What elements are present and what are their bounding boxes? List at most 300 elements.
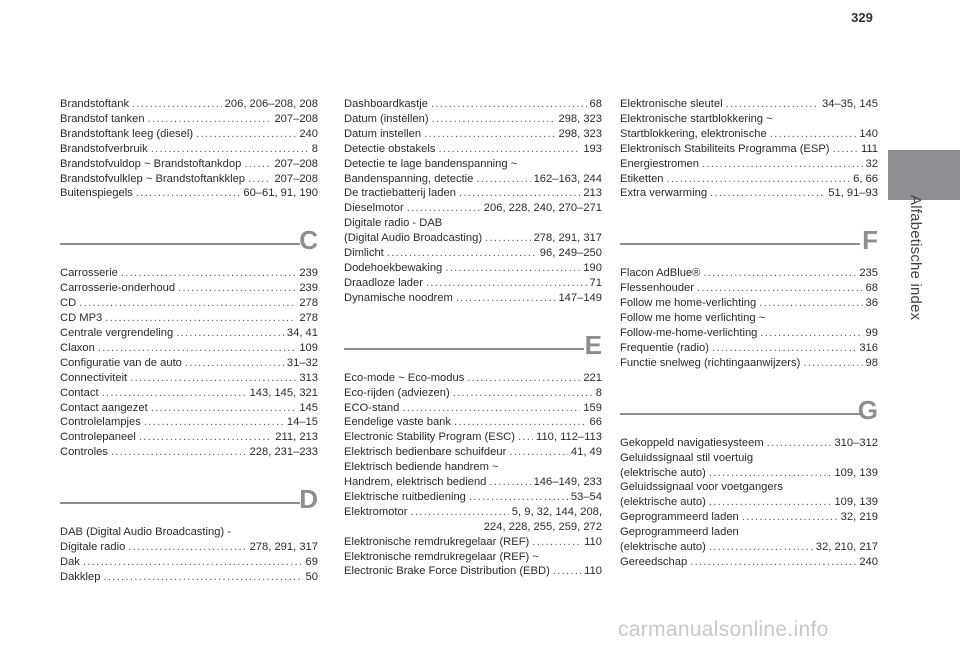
section-heading-e [344, 328, 602, 362]
entry-term: Detectie obstakels [344, 142, 436, 155]
index-entry [60, 386, 318, 401]
dot-leader [690, 555, 856, 570]
section-rule [620, 413, 860, 415]
section-rule [344, 348, 584, 350]
index-entry [620, 186, 878, 201]
index-entry [344, 172, 602, 187]
page-refs: 206, 228, 240, 270–271 [483, 202, 602, 215]
dot-leader [79, 296, 296, 311]
index-entry-list [344, 172, 602, 217]
index-entry [344, 231, 602, 246]
index-entry-list [60, 540, 318, 585]
index-entry-list [620, 97, 878, 112]
entry-term: CD [60, 297, 77, 310]
index-entry-list [620, 540, 878, 570]
page-refs: 110 [584, 565, 602, 578]
index-entry-line: Elektronische remdrukregelaar (REF) ~ [344, 550, 539, 563]
index-entry [344, 291, 602, 306]
dot-leader [176, 326, 284, 341]
dot-leader [742, 510, 838, 525]
page-refs: 66 [589, 416, 602, 429]
dot-leader [702, 157, 863, 172]
dot-leader [709, 466, 832, 481]
page-refs: 36 [865, 297, 878, 310]
index-entry [620, 127, 878, 142]
page-refs: 68 [589, 98, 602, 110]
entry-term: Follow-me-home-verlichting [620, 326, 758, 339]
index-entry [60, 445, 318, 460]
dot-leader [709, 540, 813, 555]
entry-term: CD MP3 [60, 312, 103, 325]
index-entry [60, 430, 318, 445]
index-entry [344, 430, 602, 445]
page-refs: 206, 206–208, 208 [224, 98, 318, 110]
page-refs: 8 [311, 142, 318, 155]
page-refs: 5, 9, 32, 144, 208, [511, 505, 602, 518]
page-refs: 8 [595, 386, 602, 399]
index-entry [344, 261, 602, 276]
index-entry [60, 157, 318, 172]
dot-leader [553, 564, 581, 579]
dot-leader [185, 356, 284, 371]
entry-term: ECO-stand [344, 401, 400, 414]
page-refs: 50 [305, 570, 318, 583]
entry-term: Digitale radio [60, 541, 126, 554]
dot-leader [424, 127, 555, 142]
page-refs: 193 [583, 142, 602, 155]
dot-leader [476, 172, 530, 187]
index-entry [620, 266, 878, 281]
entry-term: Etiketten [620, 172, 664, 185]
entry-term: Brandstoftank [60, 98, 130, 110]
section-tab-label: Alfabetische index [907, 195, 924, 321]
index-entry [344, 127, 602, 142]
entry-term: Handrem, elektrisch bediend [344, 476, 487, 489]
index-entry [344, 445, 602, 460]
page-refs: 60–61, 91, 190 [243, 187, 318, 200]
page-refs: 313 [299, 371, 318, 384]
entry-term: De tractiebatterij laden [344, 187, 456, 200]
index-entry [620, 466, 878, 481]
entry-term: Electronic Brake Force Distribution (EBD) [344, 565, 550, 578]
entry-term: Dashboardkastje [344, 98, 428, 110]
index-entry [60, 326, 318, 341]
index-entry [620, 341, 878, 356]
page-refs: 213 [583, 187, 602, 200]
entry-term: Dakklep [60, 570, 101, 583]
entry-term: Geprogrammeerd laden [620, 511, 739, 524]
index-entry [620, 555, 878, 570]
page-refs: 32, 210, 217 [815, 541, 878, 554]
index-entry [344, 371, 602, 386]
page-refs: 6, 66 [853, 172, 878, 185]
index-column-3 [620, 97, 878, 570]
dot-leader [489, 475, 530, 490]
page-refs: 224, 228, 255, 259, 272 [483, 520, 602, 533]
entry-term: Configuratie van de auto [60, 356, 182, 369]
page-refs: 278, 291, 317 [533, 232, 602, 245]
entry-term: Connectiviteit [60, 371, 128, 384]
section-rule [620, 243, 860, 245]
entry-term: Elektronisch Stabiliteits Programma (ESP) [620, 142, 830, 155]
dot-leader [387, 246, 537, 261]
entry-term: Brandstofvulklep ~ Brandstoftankklep [60, 172, 246, 185]
page-refs: 310–312 [834, 436, 878, 449]
index-entry [60, 97, 318, 112]
dot-leader [767, 436, 832, 451]
page-refs: 145 [299, 401, 318, 414]
page-refs: 71 [589, 276, 602, 289]
entry-term: Buitenspiegels [60, 187, 133, 200]
dot-leader [485, 231, 531, 246]
index-entry-list [344, 535, 602, 550]
index-entry [60, 266, 318, 281]
index-entry [620, 281, 878, 296]
index-entry [60, 127, 318, 142]
dot-leader [402, 401, 580, 416]
page-refs: 278 [299, 297, 318, 310]
dot-leader [98, 341, 297, 356]
page-refs: 207–208 [274, 172, 318, 185]
dot-leader [103, 570, 302, 585]
page-refs: 111 [860, 142, 878, 155]
index-entry [60, 401, 318, 416]
index-entry [620, 436, 878, 451]
page-refs: 240 [299, 127, 318, 140]
index-entry [620, 97, 878, 112]
dot-leader [760, 326, 862, 341]
entry-term: Carrosserie-onderhoud [60, 282, 176, 295]
entry-term: Flessenhouder [620, 282, 695, 295]
index-entry-list [620, 127, 878, 202]
dot-leader [151, 142, 309, 157]
entry-term: Functie snelweg (richtingaanwijzers) [620, 356, 801, 369]
index-entry [60, 281, 318, 296]
entry-term: Elektronische sleutel [620, 98, 723, 110]
page-refs: 207–208 [274, 112, 318, 125]
section-letter: E [584, 329, 602, 360]
dot-leader [144, 415, 284, 430]
entry-term: Dak [60, 555, 80, 568]
section-letter: G [857, 394, 878, 425]
section-tab [888, 150, 960, 200]
dot-leader [111, 445, 247, 460]
index-entry [344, 142, 602, 157]
page-refs: 14–15 [286, 416, 318, 429]
dot-leader [431, 97, 587, 112]
entry-term: Elektronische remdrukregelaar (REF) [344, 535, 530, 548]
dot-leader [518, 430, 533, 445]
page-refs: 32, 219 [840, 511, 878, 524]
dot-leader [453, 386, 593, 401]
entry-term: Centrale vergrendeling [60, 326, 174, 339]
index-entry [620, 540, 878, 555]
index-entry [60, 341, 318, 356]
page-refs: 31–32 [286, 356, 318, 369]
dot-leader [244, 157, 271, 172]
index-entry-list [344, 97, 602, 157]
dot-leader [132, 97, 222, 112]
page-refs: 278 [299, 312, 318, 325]
entry-term: Elektrisch bedienbare schuifdeur [344, 446, 507, 459]
page-refs: 278, 291, 317 [249, 541, 318, 554]
dot-leader [83, 555, 303, 570]
dot-leader [710, 186, 825, 201]
entry-term: Datum instellen [344, 127, 422, 140]
index-entry [344, 246, 602, 261]
index-entry-list [344, 371, 602, 460]
page-refs: 207–208 [274, 157, 318, 170]
section-rule [60, 502, 300, 504]
page-refs: 228, 231–233 [249, 446, 318, 459]
entry-term: Datum (instellen) [344, 112, 429, 125]
section-heading-d [60, 482, 318, 516]
index-entry [620, 510, 878, 525]
page-refs: 41, 49 [570, 446, 602, 459]
index-entry [60, 540, 318, 555]
dot-leader [697, 281, 863, 296]
index-entry [344, 401, 602, 416]
dot-leader [139, 430, 272, 445]
section-heading-g [620, 393, 878, 427]
dot-leader [426, 276, 587, 291]
entry-term: (Digital Audio Broadcasting) [344, 232, 483, 245]
index-entry [60, 296, 318, 311]
dot-leader [121, 266, 297, 281]
entry-term: Gekoppeld navigatiesysteem [620, 436, 764, 449]
dot-leader [469, 490, 568, 505]
entry-term: Brandstoftank leeg (diesel) [60, 127, 194, 140]
page-refs: 239 [299, 267, 318, 280]
page-number: 329 [851, 10, 873, 25]
index-entry-list [60, 266, 318, 460]
page-refs: 140 [859, 127, 878, 140]
index-entry-continuation [344, 520, 602, 535]
entry-term: Flacon AdBlue® [620, 267, 701, 280]
entry-term: Controles [60, 446, 108, 459]
dot-leader [128, 540, 246, 555]
index-column-2 [344, 97, 602, 579]
page-refs: 235 [859, 267, 878, 280]
index-entry [60, 142, 318, 157]
dot-leader [467, 371, 580, 386]
entry-term: Eendelige vaste bank [344, 416, 451, 429]
entry-term: Eco-mode ~ Eco-modus [344, 371, 465, 384]
entry-term: Claxon [60, 341, 95, 354]
dot-leader [803, 356, 862, 371]
entry-term: Dodehoekbewaking [344, 261, 443, 274]
dot-leader [759, 296, 862, 311]
index-entry [620, 172, 878, 187]
entry-term: Frequentie (radio) [620, 341, 709, 354]
entry-term: Elektrische ruitbediening [344, 490, 466, 503]
dot-leader [459, 186, 580, 201]
index-entry [344, 505, 602, 520]
page-refs: 239 [299, 282, 318, 295]
index-entry [344, 490, 602, 505]
entry-term: Gereedschap [620, 555, 688, 568]
dot-leader [667, 172, 851, 187]
entry-term: Startblokkering, elektronische [620, 127, 767, 140]
entry-term: Dynamische noodrem [344, 291, 453, 304]
index-entry [620, 356, 878, 371]
index-entry-list [620, 266, 878, 311]
index-entry [620, 157, 878, 172]
dot-leader [726, 97, 819, 112]
page-refs: 316 [859, 341, 878, 354]
page-refs: 34, 41 [286, 326, 318, 339]
section-heading-c [60, 223, 318, 257]
dot-leader [703, 266, 856, 281]
index-entry [60, 356, 318, 371]
index-entry [60, 570, 318, 585]
entry-term: Draadloze lader [344, 276, 423, 289]
index-entry-line: Geprogrammeerd laden [620, 526, 739, 539]
index-entry [344, 97, 602, 112]
index-entry [620, 326, 878, 341]
section-letter: D [299, 484, 318, 515]
entry-term: Dimlicht [344, 247, 384, 260]
index-entry-line: Elektrisch bediende handrem ~ [344, 461, 499, 474]
page-refs: 159 [583, 401, 602, 414]
index-entry [344, 276, 602, 291]
section-rule [60, 243, 300, 245]
index-entry [344, 475, 602, 490]
index-entry-list [344, 231, 602, 306]
index-entry [620, 142, 878, 157]
page-refs: 146–149, 233 [533, 476, 602, 489]
page-refs: 298, 323 [558, 112, 602, 125]
page-refs: 298, 323 [558, 127, 602, 140]
section-letter: C [299, 225, 318, 256]
dot-leader [196, 127, 296, 142]
page-refs: 190 [583, 261, 602, 274]
index-column-1 [60, 97, 318, 585]
dot-leader [136, 186, 241, 201]
entry-term: Carrosserie [60, 267, 118, 280]
index-entry-line: Geluidssignaal voor voetgangers [620, 481, 783, 494]
entry-term: Follow me home-verlichting [620, 297, 757, 310]
entry-term: Brandstofverbruik [60, 142, 148, 155]
index-entry [60, 311, 318, 326]
dot-leader [532, 535, 581, 550]
page-refs: 143, 145, 321 [249, 386, 318, 399]
page-refs: 51, 91–93 [828, 187, 878, 200]
index-entry-line: Geluidssignaal stil voertuig [620, 451, 754, 464]
entry-term: (elektrische auto) [620, 541, 706, 554]
dot-leader [709, 495, 832, 510]
dot-leader [509, 445, 568, 460]
page-refs: 68 [865, 282, 878, 295]
dot-leader [712, 341, 856, 356]
index-entry [344, 201, 602, 216]
index-entry [344, 415, 602, 430]
dot-leader [770, 127, 857, 142]
entry-term: Dieselmotor [344, 202, 404, 215]
page-refs: 240 [859, 555, 878, 568]
index-entry [344, 386, 602, 401]
dot-leader [432, 112, 556, 127]
entry-term: Electronic Stability Program (ESC) [344, 431, 515, 444]
page-refs: 32 [865, 157, 878, 170]
entry-term: Controlelampjes [60, 416, 141, 429]
index-entry [60, 112, 318, 127]
index-entry-list [344, 475, 602, 520]
index-entry-line: Follow me home verlichting ~ [620, 312, 766, 325]
index-entry [344, 186, 602, 201]
entry-term: (elektrische auto) [620, 466, 706, 479]
index-entry-line: Elektronische startblokkering ~ [620, 112, 773, 125]
index-entry-list [620, 436, 878, 451]
dot-leader [445, 261, 580, 276]
index-entry-list [620, 495, 878, 525]
entry-term: (elektrische auto) [620, 496, 706, 509]
dot-leader [248, 172, 271, 187]
dot-leader [178, 281, 296, 296]
page-refs: 69 [305, 555, 318, 568]
index-entry-line: Digitale radio - DAB [344, 217, 443, 230]
dot-leader [833, 142, 858, 157]
index-entry [344, 535, 602, 550]
index-entry [620, 296, 878, 311]
index-entry [60, 555, 318, 570]
page-refs: 109 [299, 341, 318, 354]
index-entry [60, 186, 318, 201]
entry-term: Elektromotor [344, 505, 408, 518]
entry-term: Eco-rijden (adviezen) [344, 386, 450, 399]
page-refs: 109, 139 [834, 466, 878, 479]
dot-leader [407, 201, 481, 216]
dot-leader [456, 291, 556, 306]
index-entry-list [60, 97, 318, 201]
index-entry [60, 415, 318, 430]
page-refs: 98 [865, 356, 878, 369]
dot-leader [130, 371, 296, 386]
page-refs: 147–149 [558, 291, 602, 304]
dot-leader [454, 415, 587, 430]
page-refs: 34–35, 145 [822, 98, 878, 110]
entry-term: Controlepaneel [60, 431, 136, 444]
dot-leader [151, 401, 297, 416]
section-heading-f [620, 223, 878, 257]
dot-leader [438, 142, 580, 157]
page-refs: 99 [865, 326, 878, 339]
dot-leader [102, 386, 247, 401]
entry-term: Contact aangezet [60, 401, 148, 414]
dot-leader [148, 112, 272, 127]
entry-term: Extra verwarming [620, 187, 708, 200]
page-refs: 53–54 [570, 490, 602, 503]
entry-term: Bandenspanning, detectie [344, 172, 474, 185]
index-entry-list [620, 466, 878, 481]
page-refs: 110, 112–113 [536, 431, 602, 444]
entry-term: Brandstofvuldop ~ Brandstoftankdop [60, 157, 242, 170]
index-entry-line: Detectie te lage bandenspanning ~ [344, 157, 518, 170]
index-entry [620, 495, 878, 510]
index-entry [344, 112, 602, 127]
index-entry [60, 172, 318, 187]
page-refs: 221 [583, 371, 602, 384]
page-refs: 109, 139 [834, 496, 878, 509]
entry-term: Brandstof tanken [60, 112, 145, 125]
index-entry-list [620, 326, 878, 371]
entry-term: Energiestromen [620, 157, 699, 170]
section-letter: F [862, 225, 878, 256]
index-entry [344, 564, 602, 579]
page-refs: 110 [584, 535, 602, 548]
dot-leader [105, 311, 296, 326]
index-entry [60, 371, 318, 386]
